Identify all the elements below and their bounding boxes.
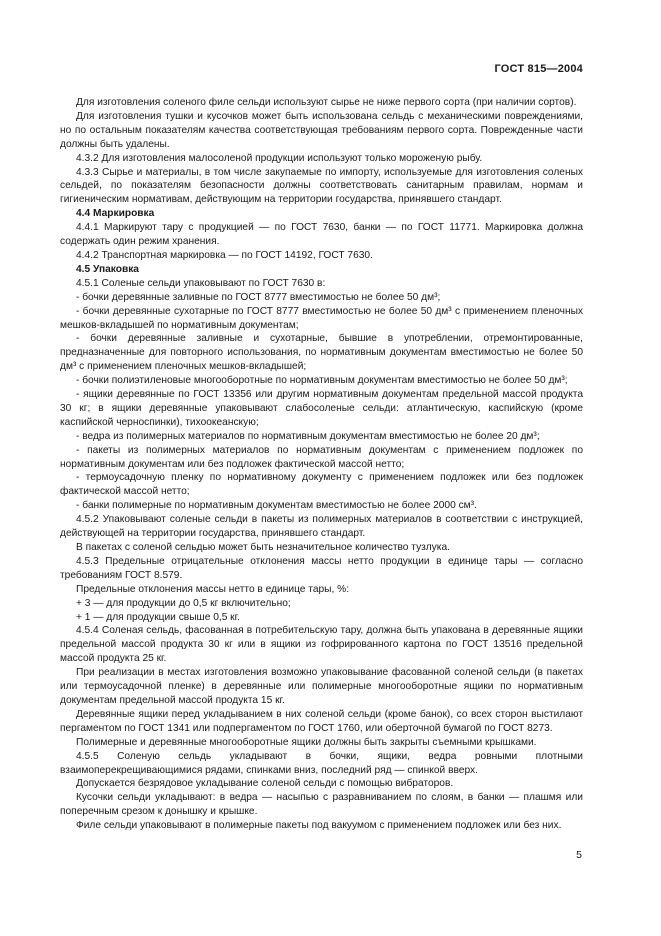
paragraph: - бочки деревянные заливные и сухотарные, бывшие в употреблении, отремонтированные, предназначенные для повторного использования, по нормативным документам вместимостью не более 50 дм³ с применением пленочных мешков-вкладышей; [60,333,583,373]
paragraph: - термоусадочную пленку по нормативному документу с применением подложек или без подложек фактической массой нетто; [60,472,583,498]
paragraph: - ящики деревянные по ГОСТ 13356 или другим нормативным документам предельной массой продукта 30 кг; в ящики деревянные упаковывают слабосоленые сельди: атлантическую, каспийскую (кроме каспийской черноспинки), тихоокеанскую; [60,389,583,428]
document-body [60,96,583,833]
paragraph: Филе сельди упаковывают в полимерные пакеты под вакуумом с применением подложек или без них. [76,820,562,832]
paragraph: 4.5.3 Предельные отрицательные отклонения массы нетто продукции в единице тары — согласно требованиям ГОСТ 8.579. [60,555,583,581]
section-heading: 4.5 Упаковка [76,263,139,275]
paragraph: 4.3.3 Сырье и материалы, в том числе закупаемые по импорту, используемые для изготовления соленых сельдей, по показателям безопасности должны соответствовать санитарным правилам, нормам и гигиеническим нормативам, действующим на территории государства, принявшего стандарт. [60,166,583,206]
paragraph: - бочки деревянные сухотарные по ГОСТ 8777 вместимостью не более 50 дм³ с применением пленочных мешков-вкладышей по нормативным документам; [60,305,583,331]
paragraph: Предельные отклонения массы нетто в единице тары, %: [76,583,350,595]
paragraph: При реализации в местах изготовления возможно упаковывание фасованной соленой сельди (в пакетах или термоусадочной пленке) в деревянные или полимерные многооборотные ящики по нормативным документам предельной массой продукта 15 кг. [60,667,583,706]
paragraph: 4.4.2 Транспортная маркировка — по ГОСТ 14192, ГОСТ 7630. [76,249,373,261]
paragraph: 4.5.4 Соленая сельдь, фасованная в потребительскую тару, должна быть упакована в деревянные ящики предельной массой продукта 30 кг или в ящики из гофрированного картона по ГОСТ 13516 предельной массой продукта 25 кг. [60,625,583,665]
paragraph: Деревянные ящики перед укладыванием в них соленой сельди (кроме банок), со всех сторон выстилают пергаментом по ГОСТ 1341 или подпергаментом по ГОСТ 1760, или оберточной бумагой по ГОСТ 8273. [60,708,583,734]
paragraph: Допускается безрядовое укладывание соленой сельди с помощью вибраторов. [76,778,454,790]
paragraph: - банки полимерные по нормативным документам вместимостью не более 2000 см³. [76,500,477,512]
paragraph: 4.4.1 Маркируют тару с продукцией — по ГОСТ 7630, банки — по ГОСТ 11771. Маркировка должна содержать один режим хранения. [60,222,583,248]
page-number: 5 [576,849,582,861]
paragraph: Для изготовления тушки и кусочков может быть использована сельдь с механическими повреждениями, но по остальным показателям качества соответствующая требованиям первого сорта. Поврежденные части должны быть удалены. [60,110,583,150]
paragraph: В пакетах с соленой сельдью может быть незначительное количество тузлука. [76,542,450,553]
paragraph: - бочки полиэтиленовые многооборотные по нормативным документам вместимостью не более 50 дм³; [76,375,568,387]
paragraph: 4.5.2 Упаковывают соленые сельди в пакеты из полимерных материалов в соответствии с инструкцией, действующей на территории государства, принявшего стандарт. [60,514,583,540]
paragraph: + 1 — для продукции свыше 0,5 кг. [76,611,240,623]
paragraph: 4.5.1 Соленые сельди упаковывают по ГОСТ 7630 в: [76,277,326,289]
paragraph: + 3 — для продукции до 0,5 кг включительно; [76,597,291,609]
section-heading: 4.4 Маркировка [76,208,155,220]
paragraph: 4.5.5 Соленую сельдь укладывают в бочки, ящики, ведра ровными плотными взаимоперекрещивающимися рядами, спинками вниз, последний ряд — спинкой вверх. [60,750,583,776]
document-header: ГОСТ 815—2004 [494,63,583,75]
paragraph: Кусочки сельди укладывают: в ведра — насыпью с разравниванием по слоям, в банки — плашмя или поперечным срезом к донышку и крышке. [60,792,583,818]
paragraph: Для изготовления соленого филе сельди используют сырье не ниже первого сорта (при наличии сортов). [76,97,577,108]
paragraph: - ведра из полимерных материалов по нормативным документам вместимостью не более 20 дм³; [76,430,540,442]
paragraph: - бочки деревянные заливные по ГОСТ 8777 вместимостью не более 50 дм³; [76,291,441,303]
paragraph: - пакеты из полимерных материалов по нормативным документам с применением подложек по нормативным документам или без подложек фактической массой нетто; [60,444,583,470]
paragraph: Полимерные и деревянные многооборотные ящики должны быть закрыты съемными крышками. [76,736,537,748]
paragraph: 4.3.2 Для изготовления малосоленой продукции используют только мороженую рыбу. [76,152,483,164]
